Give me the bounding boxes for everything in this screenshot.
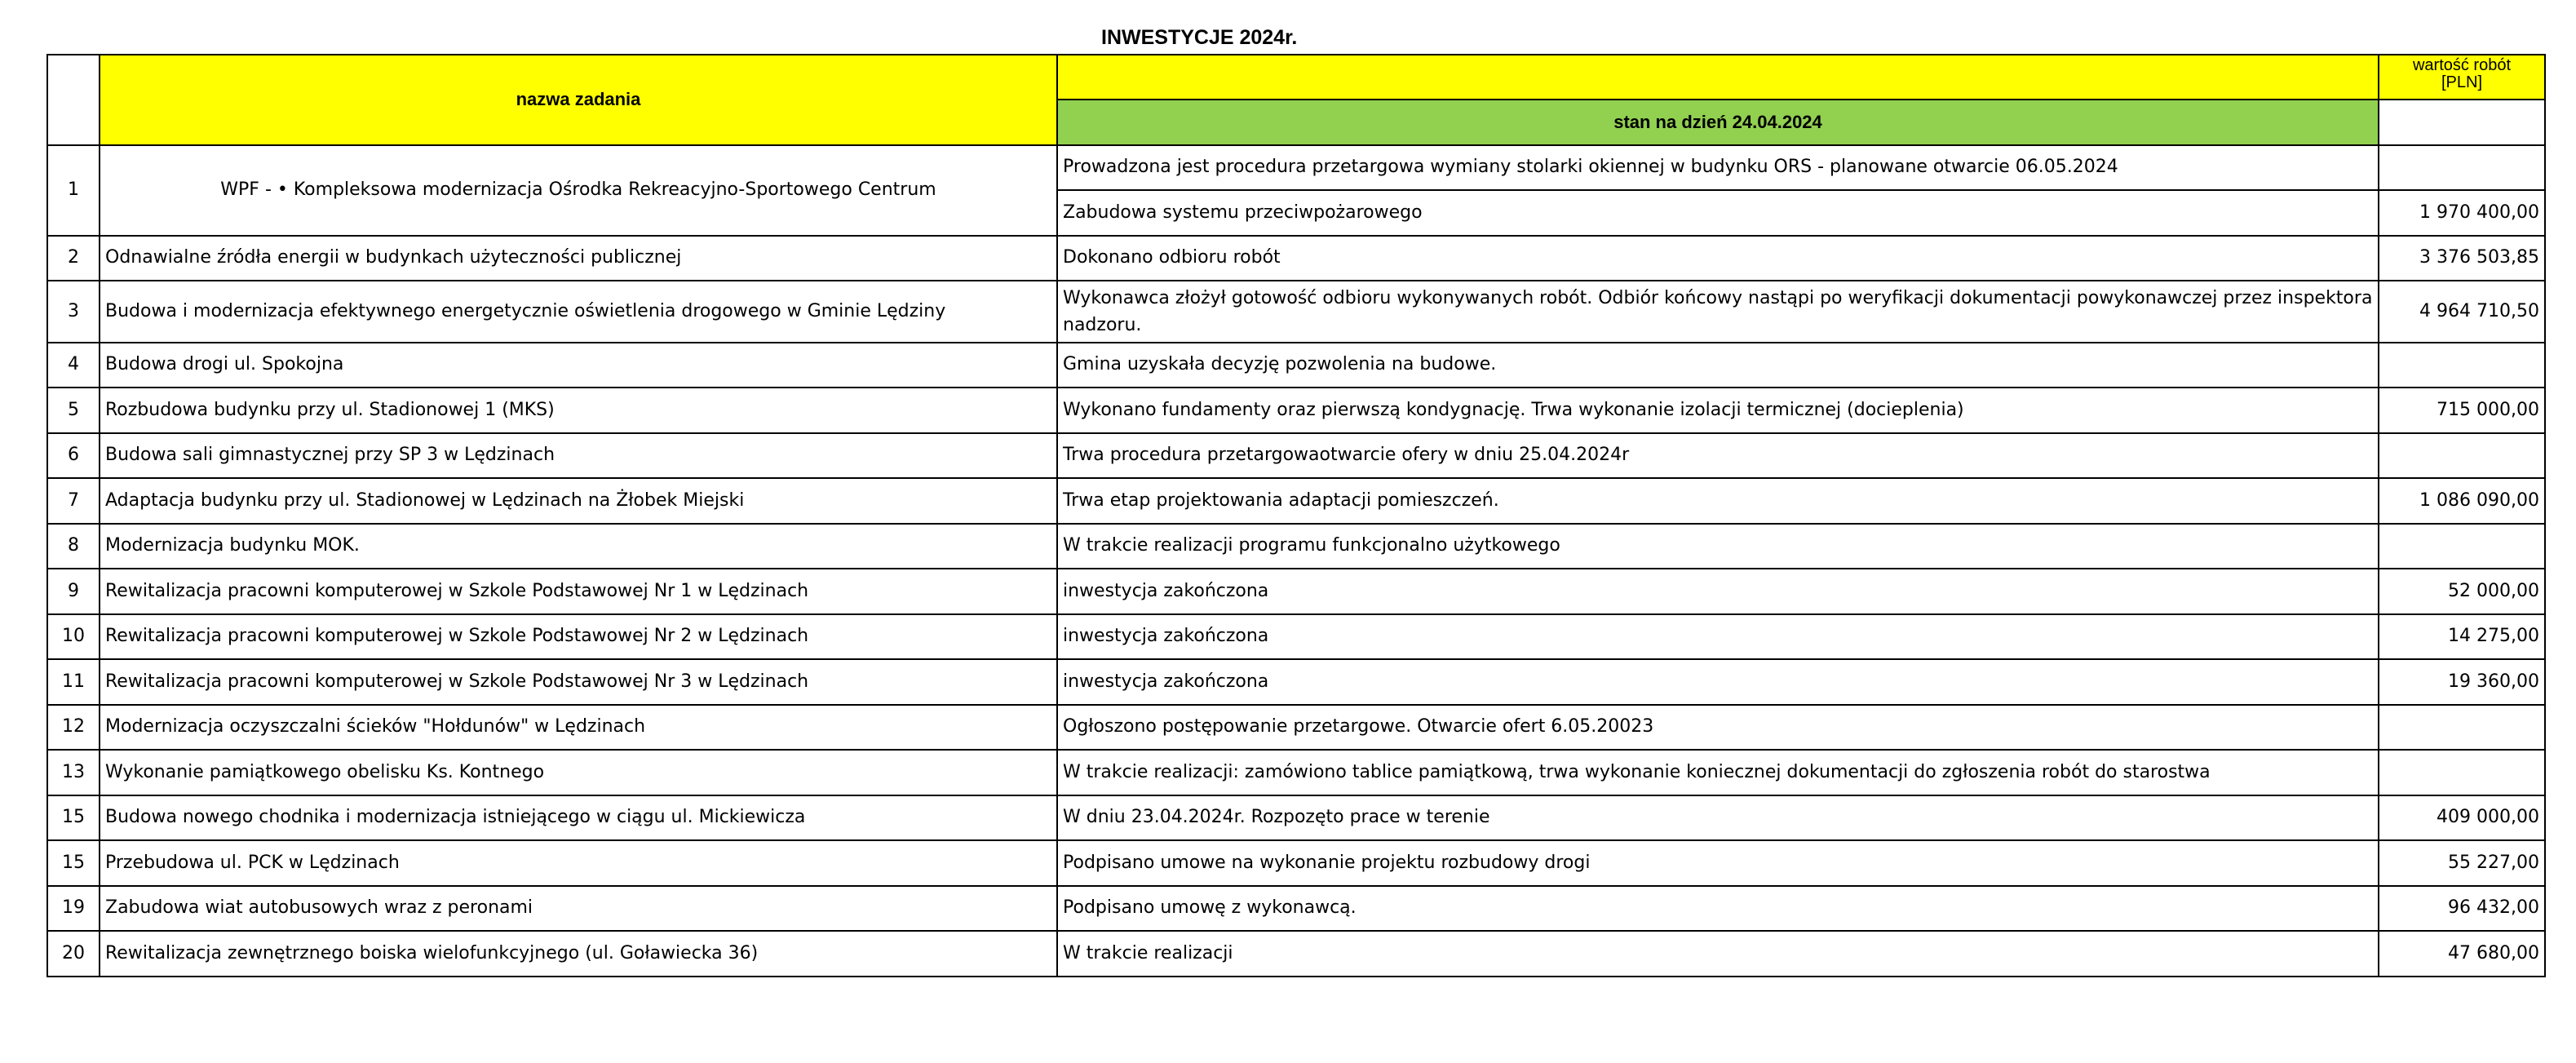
task-value [2379,750,2545,795]
task-name: Modernizacja oczyszczalni ścieków "Hołdunów" w Lędzinach [100,705,1057,750]
table-row [47,388,2545,433]
task-name: Rewitalizacja zewnętrznego boiska wielofunkcyjnego (ul. Goławiecka 36) [100,931,1057,977]
task-status: Wykonano fundamenty oraz pierwszą kondygnację. Trwa wykonanie izolacji termicznej (docieplenia) [1057,388,2379,433]
task-status: Zabudowa systemu przeciwpożarowego [1057,190,2379,236]
table-row [47,145,2545,190]
table-row [47,750,2545,795]
task-status: Prowadzona jest procedura przetargowa wymiany stolarki okiennej w budynku ORS - planowane otwarcie 06.05.2024 [1057,145,2379,190]
row-number: 3 [47,281,100,343]
task-name: Modernizacja budynku MOK. [100,524,1057,569]
table-row [47,705,2545,750]
task-value [2379,524,2545,569]
row-number: 20 [47,931,100,977]
task-status: W trakcie realizacji programu funkcjonalno użytkowego [1057,524,2379,569]
header-row-top [47,55,2545,100]
task-value [2379,343,2545,388]
task-value: 47 680,00 [2379,931,2545,977]
task-value: 1 970 400,00 [2379,190,2545,236]
task-name: Rewitalizacja pracowni komputerowej w Szkole Podstawowej Nr 1 w Lędzinach [100,569,1057,614]
table-row [47,840,2545,886]
header-status-date: stan na dzień 24.04.2024 [1057,100,2379,145]
task-value: 4 964 710,50 [2379,281,2545,343]
table-row [47,659,2545,705]
task-status: Trwa etap projektowania adaptacji pomieszczeń. [1057,478,2379,524]
task-name: Rewitalizacja pracowni komputerowej w Szkole Podstawowej Nr 2 w Lędzinach [100,614,1057,659]
row-number: 8 [47,524,100,569]
table-row [47,343,2545,388]
row-number: 7 [47,478,100,524]
task-status: Podpisano umowę z wykonawcą. [1057,886,2379,931]
task-name: Zabudowa wiat autobusowych wraz z peronami [100,886,1057,931]
task-status: Ogłoszono postępowanie przetargowe. Otwarcie ofert 6.05.20023 [1057,705,2379,750]
task-status: W dniu 23.04.2024r. Rozpozęto prace w terenie [1057,795,2379,840]
table-row [47,281,2545,343]
table-row [47,524,2545,569]
task-value: 14 275,00 [2379,614,2545,659]
task-name: Wykonanie pamiątkowego obelisku Ks. Kontnego [100,750,1057,795]
table-row [47,433,2545,478]
task-value: 96 432,00 [2379,886,2545,931]
table-row [47,569,2545,614]
row-number: 15 [47,795,100,840]
task-status: Podpisano umowe na wykonanie projektu rozbudowy drogi [1057,840,2379,886]
row-number: 6 [47,433,100,478]
task-status: inwestycja zakończona [1057,659,2379,705]
row-number: 10 [47,614,100,659]
task-name: Przebudowa ul. PCK w Lędzinach [100,840,1057,886]
row-number: 4 [47,343,100,388]
task-name: Budowa drogi ul. Spokojna [100,343,1057,388]
investments-table [46,54,2546,977]
task-status: Wykonawca złożył gotowość odbioru wykonywanych robót. Odbiór końcowy nastąpi po weryfikacji dokumentacji powykonawczej przez inspektora nadzoru. [1057,281,2379,343]
task-name: Budowa sali gimnastycznej przy SP 3 w Lędzinach [100,433,1057,478]
task-value: 19 360,00 [2379,659,2545,705]
document-title: INWESTYCJE 2024r. [1101,26,1298,49]
task-value [2379,705,2545,750]
task-status: Gmina uzyskała decyzję pozwolenia na budowe. [1057,343,2379,388]
task-value: 3 376 503,85 [2379,236,2545,281]
row-number: 2 [47,236,100,281]
task-value: 55 227,00 [2379,840,2545,886]
task-status: Dokonano odbioru robót [1057,236,2379,281]
table-row [47,795,2545,840]
task-name: Adaptacja budynku przy ul. Stadionowej w Lędzinach na Żłobek Miejski [100,478,1057,524]
task-name: Odnawialne źródła energii w budynkach użyteczności publicznej [100,236,1057,281]
header-yellow-blank [1057,55,2379,100]
table-row [47,478,2545,524]
row-number: 9 [47,569,100,614]
task-status: inwestycja zakończona [1057,614,2379,659]
task-status: W trakcie realizacji: zamówiono tablice pamiątkową, trwa wykonanie koniecznej dokumentacji do zgłoszenia robót do starostwa [1057,750,2379,795]
task-status: Trwa procedura przetargowaotwarcie ofery w dniu 25.04.2024r [1057,433,2379,478]
header-value-line2: [PLN] [2441,73,2483,91]
table-row [47,236,2545,281]
task-name: Rozbudowa budynku przy ul. Stadionowej 1 (MKS) [100,388,1057,433]
task-value [2379,433,2545,478]
row-number: 11 [47,659,100,705]
task-name: Rewitalizacja pracowni komputerowej w Szkole Podstawowej Nr 3 w Lędzinach [100,659,1057,705]
task-name: Budowa i modernizacja efektywnego energetycznie oświetlenia drogowego w Gminie Lędziny [100,281,1057,343]
task-value: 52 000,00 [2379,569,2545,614]
table-row [47,931,2545,977]
table-row [47,886,2545,931]
header-number-cell [47,55,100,145]
task-value: 1 086 090,00 [2379,478,2545,524]
task-status: inwestycja zakończona [1057,569,2379,614]
row-number: 15 [47,840,100,886]
header-value-blank [2379,100,2545,145]
task-value [2379,145,2545,190]
task-status: W trakcie realizacji [1057,931,2379,977]
row-number: 12 [47,705,100,750]
task-value: 715 000,00 [2379,388,2545,433]
header-value [2379,55,2545,100]
header-value-line1: wartość robót [2412,56,2512,74]
header-task-name: nazwa zadania [100,55,1057,145]
row-number: 5 [47,388,100,433]
table-row [47,614,2545,659]
row-number: 1 [47,145,100,236]
task-value: 409 000,00 [2379,795,2545,840]
row-number: 19 [47,886,100,931]
task-name: WPF - • Kompleksowa modernizacja Ośrodka Rekreacyjno-Sportowego Centrum [100,145,1057,236]
task-name: Budowa nowego chodnika i modernizacja istniejącego w ciągu ul. Mickiewicza [100,795,1057,840]
row-number: 13 [47,750,100,795]
